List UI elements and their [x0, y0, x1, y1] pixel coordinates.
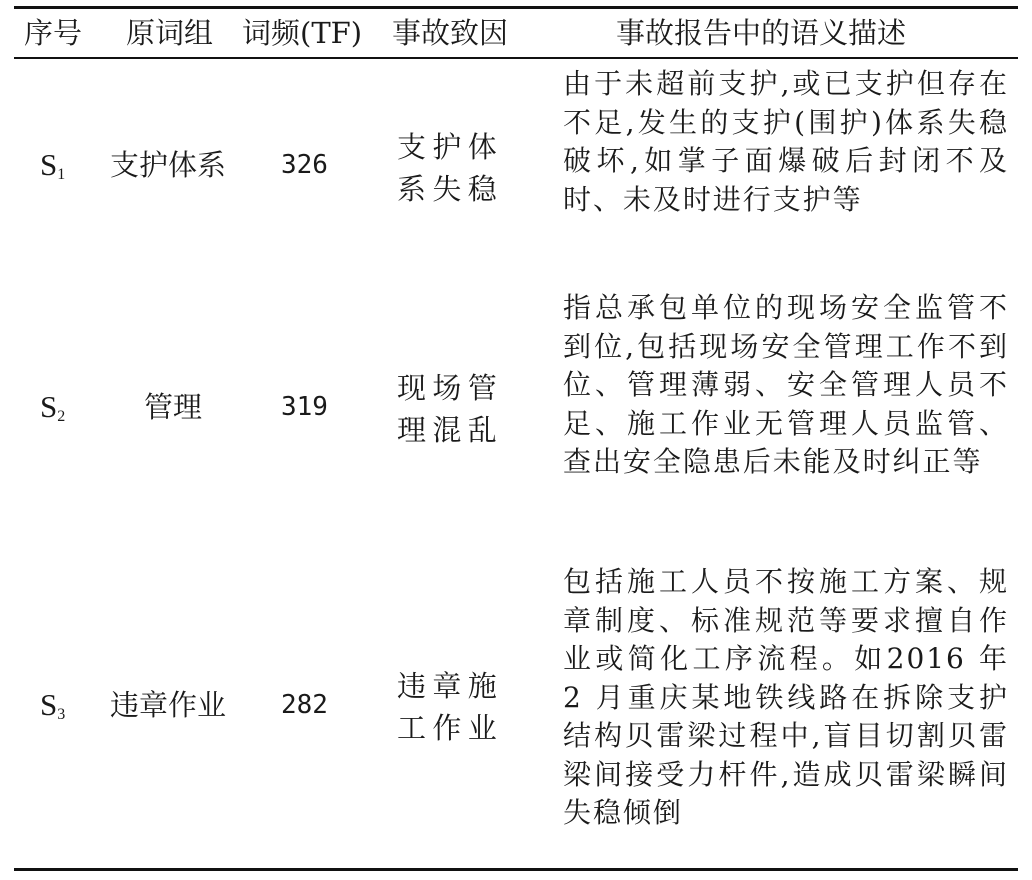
header-id: 序号 — [24, 16, 83, 50]
row-id: $S_1$ — [40, 147, 66, 183]
header-rule — [14, 57, 1018, 59]
row-tf: 326 — [281, 150, 328, 180]
bottom-rule — [14, 868, 1018, 871]
row-tf: 282 — [281, 690, 328, 720]
top-rule — [14, 6, 1018, 9]
row-id: $S_3$ — [40, 687, 66, 723]
header-cause: 事故致因 — [392, 16, 509, 50]
row-phrase: 违章作业 — [110, 688, 227, 722]
header-description: 事故报告中的语义描述 — [616, 16, 907, 50]
row-phrase: 管理 — [144, 390, 203, 424]
row-id: $S_2$ — [40, 389, 66, 425]
row-phrase: 支护体系 — [110, 148, 227, 182]
row-cause: 违章施工作业 — [397, 669, 504, 745]
row-cause: 支护体系失稳 — [397, 130, 504, 206]
row-cause: 现场管理混乱 — [397, 371, 504, 447]
header-phrase: 原词组 — [126, 16, 214, 50]
row-tf: 319 — [281, 392, 328, 422]
row-description: 指总承包单位的现场安全监管不到位,包括现场安全管理工作不到位、管理薄弱、安全管理人员不足、施工作业无管理人员监管、查出安全隐患后未能及时纠正等 — [563, 291, 1009, 478]
header-tf: 词频(TF) — [242, 16, 363, 50]
row-description: 由于未超前支护,或已支护但存在不足,发生的支护(围护)体系失稳破坏,如掌子面爆破后封闭不及时、未及时进行支护等 — [563, 67, 1009, 216]
row-description: 包括施工人员不按施工方案、规章制度、标准规范等要求擅自作业或简化工序流程。如2016 年 2 月重庆某地铁线路在拆除支护结构贝雷梁过程中,盲目切割贝雷梁间接受力杆件,造成贝雷梁瞬间失稳倾倒 — [563, 565, 1009, 829]
